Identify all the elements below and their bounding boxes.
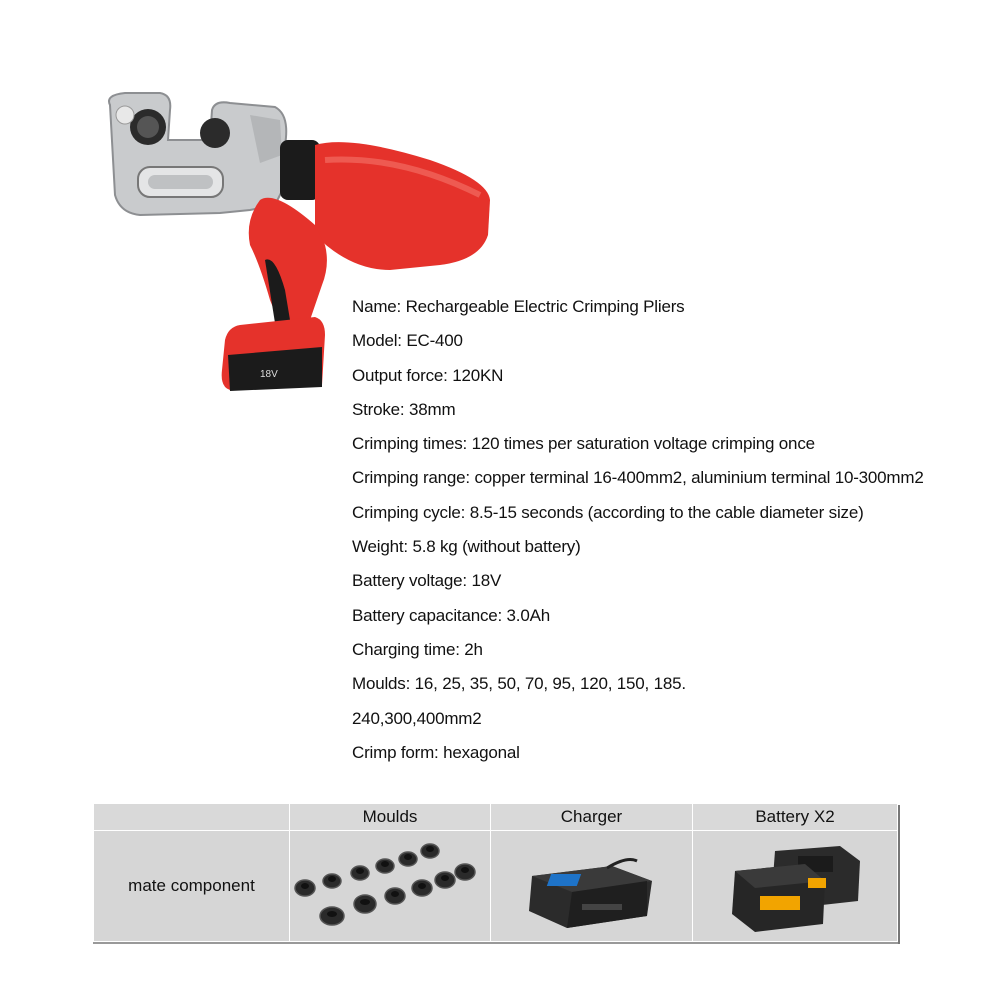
table-row — [94, 831, 898, 942]
header-battery: Battery X2 — [693, 804, 898, 831]
mate-component-table — [93, 803, 898, 942]
spec-crimping-range: Crimping range: copper terminal 16-400mm2, aluminium terminal 10-300mm2 — [352, 468, 924, 488]
battery-cell — [693, 831, 898, 942]
spec-weight: Weight: 5.8 kg (without battery) — [352, 537, 581, 557]
moulds-cell — [290, 831, 491, 942]
batteries-image — [720, 836, 870, 936]
spec-moulds-continued: 240,300,400mm2 — [352, 708, 482, 728]
spec-output-force: Output force: 120KN — [352, 365, 504, 385]
spec-moulds: Moulds: 16, 25, 35, 50, 70, 95, 120, 150, 185. — [352, 674, 686, 694]
spec-stroke: Stroke: 38mm — [352, 399, 456, 419]
specification-list — [352, 290, 924, 770]
spec-battery-capacitance: Battery capacitance: 3.0Ah — [352, 605, 550, 625]
spec-crimping-cycle: Crimping cycle: 8.5-15 seconds (according to the cable diameter size) — [352, 502, 864, 522]
spec-crimping-times: Crimping times: 120 times per saturation voltage crimping once — [352, 434, 815, 454]
moulds-image — [290, 836, 490, 936]
charger-cell — [491, 831, 693, 942]
header-moulds: Moulds — [290, 804, 491, 831]
charger-image — [517, 836, 667, 936]
svg-text:18V: 18V — [260, 369, 278, 380]
spec-battery-voltage: Battery voltage: 18V — [352, 571, 502, 591]
header-empty — [94, 804, 290, 831]
header-charger: Charger — [491, 804, 693, 831]
spec-charging-time: Charging time: 2h — [352, 639, 483, 659]
row-label-mate-component: mate component — [94, 831, 290, 942]
spec-name: Name: Rechargeable Electric Crimping Pliers — [352, 297, 685, 316]
table-header-row — [94, 804, 898, 831]
spec-crimp-form: Crimp form: hexagonal — [352, 742, 520, 762]
spec-model: Model: EC-400 — [352, 331, 463, 351]
